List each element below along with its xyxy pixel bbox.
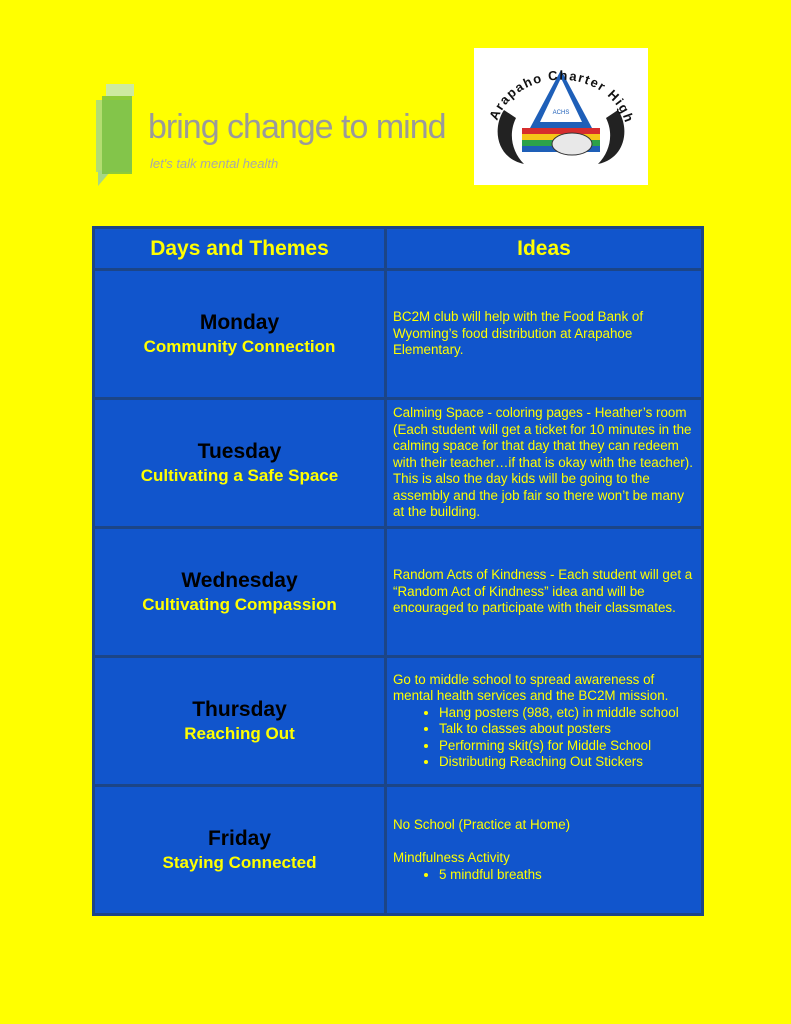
idea-bullet-list	[393, 705, 695, 771]
spirit-week-schedule-table	[92, 226, 704, 916]
list-item: • 5 mindful breaths	[439, 867, 695, 884]
column-header-days-and-themes: Days and Themes	[94, 228, 386, 270]
table-row-friday	[94, 786, 703, 915]
day-cell	[94, 399, 386, 528]
day-theme: Cultivating Compassion	[142, 595, 337, 614]
speech-bubble-icon	[92, 82, 446, 192]
ideas-cell	[386, 270, 703, 399]
idea-text: No School (Practice at Home)	[393, 817, 571, 832]
day-name: Wednesday	[181, 569, 298, 592]
logo-tagline: let's talk mental health	[150, 156, 279, 171]
idea-text: Go to middle school to spread awareness of mental health services and the BC2M mission.	[393, 671, 669, 703]
list-item: • Talk to classes about posters	[439, 721, 695, 738]
day-name: Tuesday	[197, 440, 282, 463]
idea-text: Random Acts of Kindness - Each student will get a “Random Act of Kindness” idea and will be encouraged to participate with their classmates.	[393, 567, 693, 616]
table-row-monday	[94, 270, 703, 399]
day-cell	[94, 657, 386, 786]
school-name-arc: Arapaho Charter High	[486, 67, 638, 126]
emblem-initials: ACHS	[552, 110, 570, 116]
list-item: • Distributing Reaching Out Stickers	[439, 754, 695, 771]
day-name: Monday	[199, 311, 280, 334]
list-item: • Hang posters (988, etc) in middle school	[439, 705, 695, 722]
ideas-cell	[386, 399, 703, 528]
table-row-tuesday	[94, 399, 703, 528]
spacer	[393, 834, 695, 851]
column-header-ideas: Ideas	[386, 228, 703, 270]
day-name: Thursday	[192, 698, 287, 721]
day-theme: Cultivating a Safe Space	[140, 466, 339, 485]
table-header-row	[94, 228, 703, 270]
table-row-thursday	[94, 657, 703, 786]
ideas-cell	[386, 528, 703, 657]
school-emblem-icon	[474, 48, 648, 185]
idea-text: BC2M club will help with the Food Bank of Wyoming’s food distribution at Arapahoe Elementary.	[393, 309, 644, 358]
day-name: Friday	[207, 827, 272, 850]
idea-text: Mindfulness Activity	[393, 850, 510, 865]
day-cell	[94, 786, 386, 915]
day-theme: Reaching Out	[184, 724, 295, 743]
ideas-cell	[386, 786, 703, 915]
arapaho-charter-high-school-logo	[474, 48, 648, 185]
day-cell	[94, 528, 386, 657]
bring-change-to-mind-logo	[92, 82, 446, 192]
ideas-cell	[386, 657, 703, 786]
day-theme: Community Connection	[143, 337, 336, 356]
idea-bullet-list	[393, 867, 695, 884]
idea-text: Calming Space - coloring pages - Heather’s room (Each student will get a ticket for 10 minutes in the calming space for that day that they can redeem with their teacher…if that is okay with the teacher). This is also the day kids will be going to the assembly and the job fair so there won’t be many at the building.	[393, 405, 693, 520]
logo-wordmark: bring change to mind	[148, 108, 446, 146]
table-row-wednesday	[94, 528, 703, 657]
day-cell	[94, 270, 386, 399]
list-item: • Performing skit(s) for Middle School	[439, 738, 695, 755]
day-theme: Staying Connected	[162, 853, 317, 872]
